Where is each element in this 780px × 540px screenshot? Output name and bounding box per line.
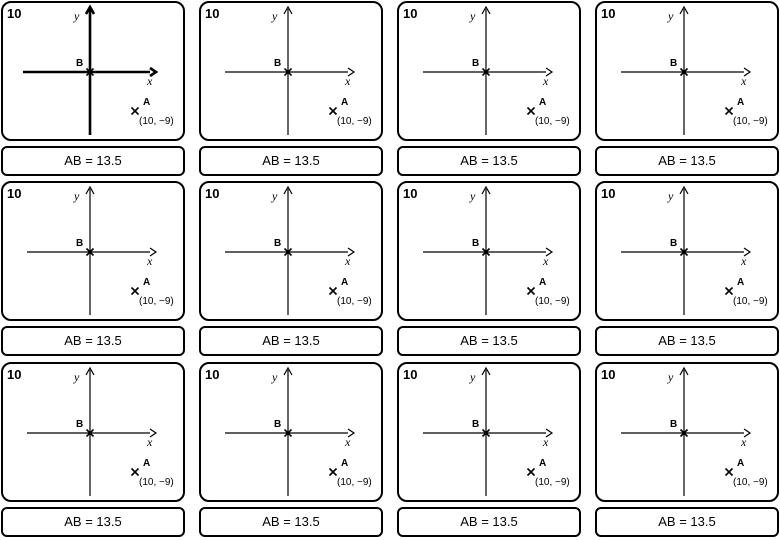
point-a-coordinates: (10, −9) [535, 477, 570, 488]
coordinate-axes-diagram [3, 364, 183, 500]
point-b-label: B [76, 419, 84, 430]
point-b-label: B [472, 419, 480, 430]
point-b-label: B [670, 58, 678, 69]
point-a-coordinates: (10, −9) [139, 296, 174, 307]
point-a-coordinates: (10, −9) [139, 477, 174, 488]
point-a-cross [726, 108, 733, 115]
point-a-coordinates: (10, −9) [139, 116, 174, 127]
coordinate-axes-diagram [597, 364, 777, 500]
question-card [199, 1, 383, 141]
point-a-coordinates: (10, −9) [535, 116, 570, 127]
y-axis-label: y [470, 189, 476, 203]
x-axis-label: x [345, 435, 351, 449]
y-axis-label: y [668, 189, 674, 203]
point-a-coordinates: (10, −9) [337, 296, 372, 307]
point-a-cross [726, 469, 733, 476]
point-a-label: A [341, 97, 349, 108]
point-a-label: A [737, 458, 745, 469]
coordinate-axes-diagram [399, 183, 579, 319]
point-a-coordinates: (10, −9) [733, 116, 768, 127]
answer-box: AB = 13.5 [595, 326, 779, 356]
question-card [595, 1, 779, 141]
question-number: 10 [601, 367, 616, 382]
question-number: 10 [205, 186, 220, 201]
question-card [199, 181, 383, 321]
x-axis-label: x [345, 254, 351, 268]
point-a-cross [132, 288, 139, 295]
answer-box: AB = 13.5 [595, 507, 779, 537]
question-number: 10 [601, 186, 616, 201]
x-axis-label: x [741, 74, 747, 88]
question-number: 10 [7, 6, 22, 21]
y-axis-label: y [470, 9, 476, 23]
point-b-label: B [274, 238, 282, 249]
y-axis-label: y [272, 189, 278, 203]
y-axis-label: y [74, 370, 80, 384]
x-axis-label: x [543, 74, 549, 88]
question-card [595, 181, 779, 321]
answer-box: AB = 13.5 [397, 326, 581, 356]
x-axis-label: x [147, 74, 153, 88]
answer-box: AB = 13.5 [199, 146, 383, 176]
point-b-label: B [472, 238, 480, 249]
point-a-label: A [341, 458, 349, 469]
answer-box: AB = 13.5 [595, 146, 779, 176]
coordinate-axes-diagram [399, 364, 579, 500]
point-a-cross [330, 288, 337, 295]
answer-box: AB = 13.5 [1, 326, 185, 356]
question-card [1, 1, 185, 141]
answer-box: AB = 13.5 [199, 326, 383, 356]
point-a-coordinates: (10, −9) [535, 296, 570, 307]
point-b-label: B [472, 58, 480, 69]
x-axis-label: x [741, 254, 747, 268]
question-number: 10 [205, 367, 220, 382]
question-number: 10 [403, 367, 418, 382]
x-axis-label: x [543, 254, 549, 268]
point-a-label: A [539, 97, 547, 108]
x-axis-label: x [345, 74, 351, 88]
y-axis-label: y [668, 370, 674, 384]
x-axis-label: x [147, 435, 153, 449]
point-b-label: B [76, 58, 84, 69]
x-axis-label: x [543, 435, 549, 449]
point-a-cross [726, 288, 733, 295]
point-b-label: B [670, 238, 678, 249]
x-axis-label: x [147, 254, 153, 268]
point-b-label: B [274, 58, 282, 69]
point-a-label: A [539, 277, 547, 288]
answer-box: AB = 13.5 [397, 146, 581, 176]
question-number: 10 [403, 186, 418, 201]
answer-box: AB = 13.5 [1, 146, 185, 176]
answer-box: AB = 13.5 [397, 507, 581, 537]
point-a-coordinates: (10, −9) [733, 296, 768, 307]
point-a-label: A [341, 277, 349, 288]
y-axis-label: y [272, 370, 278, 384]
coordinate-axes-diagram [399, 3, 579, 139]
point-a-coordinates: (10, −9) [337, 116, 372, 127]
coordinate-axes-diagram [201, 3, 381, 139]
answer-box: AB = 13.5 [199, 507, 383, 537]
question-card [595, 362, 779, 502]
point-a-cross [528, 288, 535, 295]
point-a-cross [132, 108, 139, 115]
question-number: 10 [601, 6, 616, 21]
point-a-label: A [143, 277, 151, 288]
point-a-label: A [737, 97, 745, 108]
point-b-label: B [274, 419, 282, 430]
point-a-label: A [737, 277, 745, 288]
coordinate-axes-diagram [597, 183, 777, 319]
point-a-cross [330, 469, 337, 476]
point-a-label: A [143, 458, 151, 469]
point-a-coordinates: (10, −9) [337, 477, 372, 488]
point-a-cross [330, 108, 337, 115]
point-a-label: A [539, 458, 547, 469]
y-axis-label: y [272, 9, 278, 23]
y-axis-label: y [74, 9, 80, 23]
question-card [1, 362, 185, 502]
point-a-label: A [143, 97, 151, 108]
point-a-cross [528, 108, 535, 115]
question-card [397, 181, 581, 321]
coordinate-axes-diagram [3, 183, 183, 319]
x-axis-label: x [741, 435, 747, 449]
point-a-cross [132, 469, 139, 476]
question-card [1, 181, 185, 321]
question-card [199, 362, 383, 502]
answer-box: AB = 13.5 [1, 507, 185, 537]
coordinate-axes-diagram [201, 183, 381, 319]
question-number: 10 [403, 6, 418, 21]
question-number: 10 [205, 6, 220, 21]
coordinate-axes-diagram [201, 364, 381, 500]
question-card [397, 362, 581, 502]
question-card [397, 1, 581, 141]
point-b-label: B [76, 238, 84, 249]
y-axis-label: y [74, 189, 80, 203]
question-number: 10 [7, 186, 22, 201]
point-b-label: B [670, 419, 678, 430]
y-axis-label: y [470, 370, 476, 384]
point-a-cross [528, 469, 535, 476]
coordinate-axes-diagram [3, 3, 183, 139]
y-axis-label: y [668, 9, 674, 23]
question-number: 10 [7, 367, 22, 382]
coordinate-axes-diagram [597, 3, 777, 139]
point-a-coordinates: (10, −9) [733, 477, 768, 488]
